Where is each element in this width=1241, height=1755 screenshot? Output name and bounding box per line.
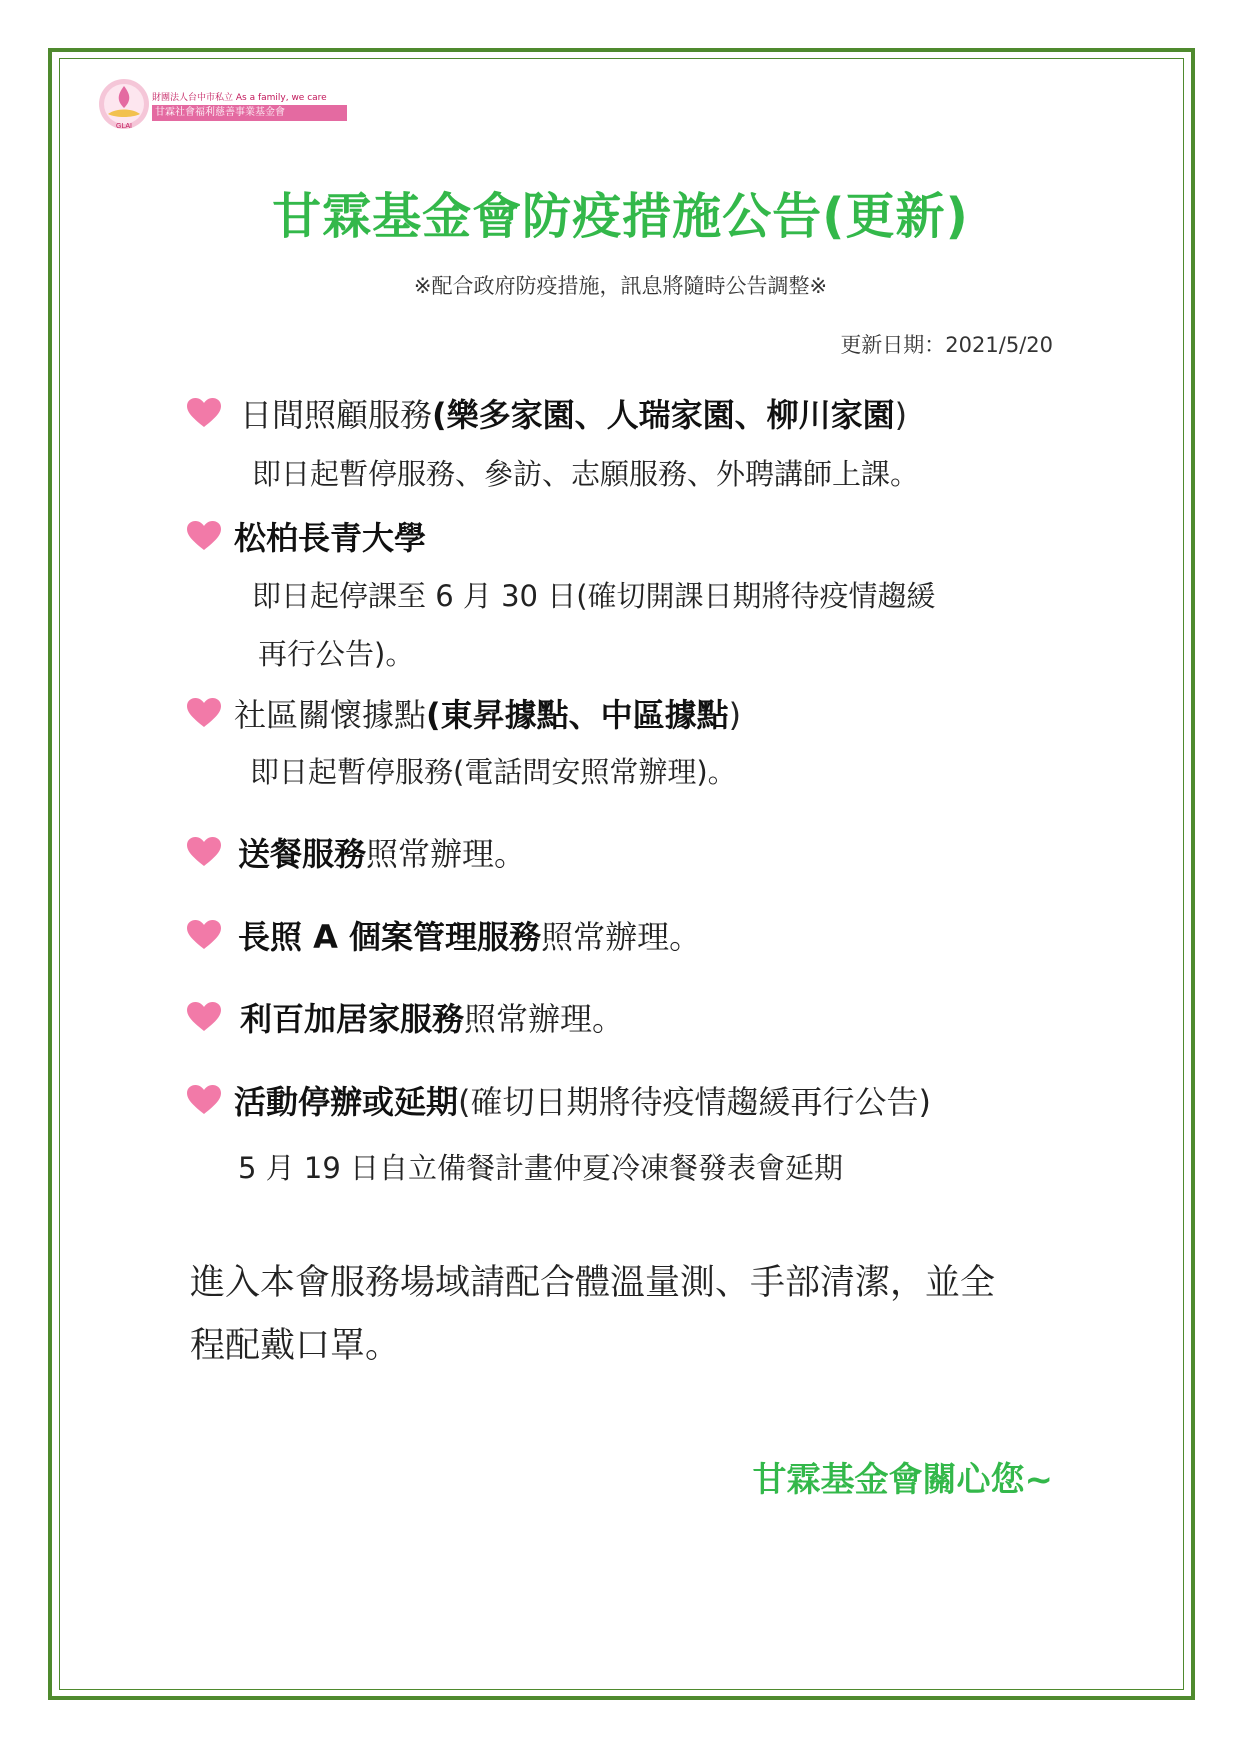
item-5-heading <box>238 912 701 958</box>
logo-line2: 甘霖社會福利慈善事業基金會 <box>152 105 347 121</box>
item-3-heading <box>234 690 741 736</box>
item-3-suffix: ) <box>728 696 742 734</box>
item-1-detail: 即日起暫停服務、參訪、志願服務、外聘講師上課。 <box>252 457 920 491</box>
subtitle: ※配合政府防疫措施，訊息將隨時公告調整※ <box>413 274 828 298</box>
item-5-suffix: 照常辦理。 <box>541 918 702 956</box>
heart-bullet-icon <box>186 836 222 868</box>
closing-signature: 甘霖基金會關心您~ <box>752 1460 1053 1500</box>
notice-line2: 程配戴口罩。 <box>190 1326 401 1366</box>
foundation-logo <box>96 74 356 136</box>
item-3-label: 社區關懷據點 <box>234 696 427 734</box>
notice-line1: 進入本會服務場域請配合體溫量測、手部清潔，並全 <box>190 1263 996 1303</box>
item-6-suffix: 照常辦理。 <box>464 1000 625 1038</box>
item-1-bold: (樂多家園、人瑞家園、柳川家園 <box>432 396 895 434</box>
item-5-bold: 長照 A 個案管理服務 <box>238 918 542 956</box>
item-1-label: 日間照顧服務 <box>240 396 433 434</box>
update-date: 更新日期：2021/5/20 <box>840 333 1053 357</box>
heart-bullet-icon <box>186 520 222 552</box>
page-border-inner <box>59 58 1184 1690</box>
heart-bullet-icon <box>186 919 222 951</box>
logo-line1: 財團法人台中市私立 As a family, we care <box>152 93 327 103</box>
item-2-detail: 即日起停課至 6 月 30 日(確切開課日期將待疫情趨緩 <box>252 579 936 613</box>
item-7-suffix: (確切日期將待疫情趨緩再行公告) <box>458 1083 931 1121</box>
item-6-heading <box>240 994 624 1040</box>
page-title: 甘霖基金會防疫措施公告(更新) <box>272 188 969 245</box>
item-2-heading <box>234 513 426 559</box>
heart-bullet-icon <box>186 697 222 729</box>
heart-bullet-icon <box>186 1001 222 1033</box>
item-1-suffix: ) <box>894 396 908 434</box>
item-3-bold: (東昇據點、中區據點 <box>426 696 729 734</box>
item-2-detail2: 再行公告)。 <box>258 637 415 671</box>
logo-mark-text: GLAI <box>116 123 132 130</box>
item-4-suffix: 照常辦理。 <box>366 835 527 873</box>
item-7-detail: 5 月 19 日自立備餐計畫仲夏冷凍餐發表會延期 <box>238 1151 844 1185</box>
item-7-heading <box>234 1077 931 1123</box>
item-2-bold: 松柏長青大學 <box>234 519 427 557</box>
item-4-heading <box>238 829 526 875</box>
item-7-bold: 活動停辦或延期 <box>234 1083 459 1121</box>
heart-bullet-icon <box>186 397 222 429</box>
item-1-heading <box>240 390 907 436</box>
item-3-detail: 即日起暫停服務(電話問安照常辦理)。 <box>250 755 737 789</box>
item-6-bold: 利百加居家服務 <box>240 1000 465 1038</box>
item-4-bold: 送餐服務 <box>238 835 367 873</box>
logo-emblem-icon <box>96 74 152 134</box>
heart-bullet-icon <box>186 1084 222 1116</box>
